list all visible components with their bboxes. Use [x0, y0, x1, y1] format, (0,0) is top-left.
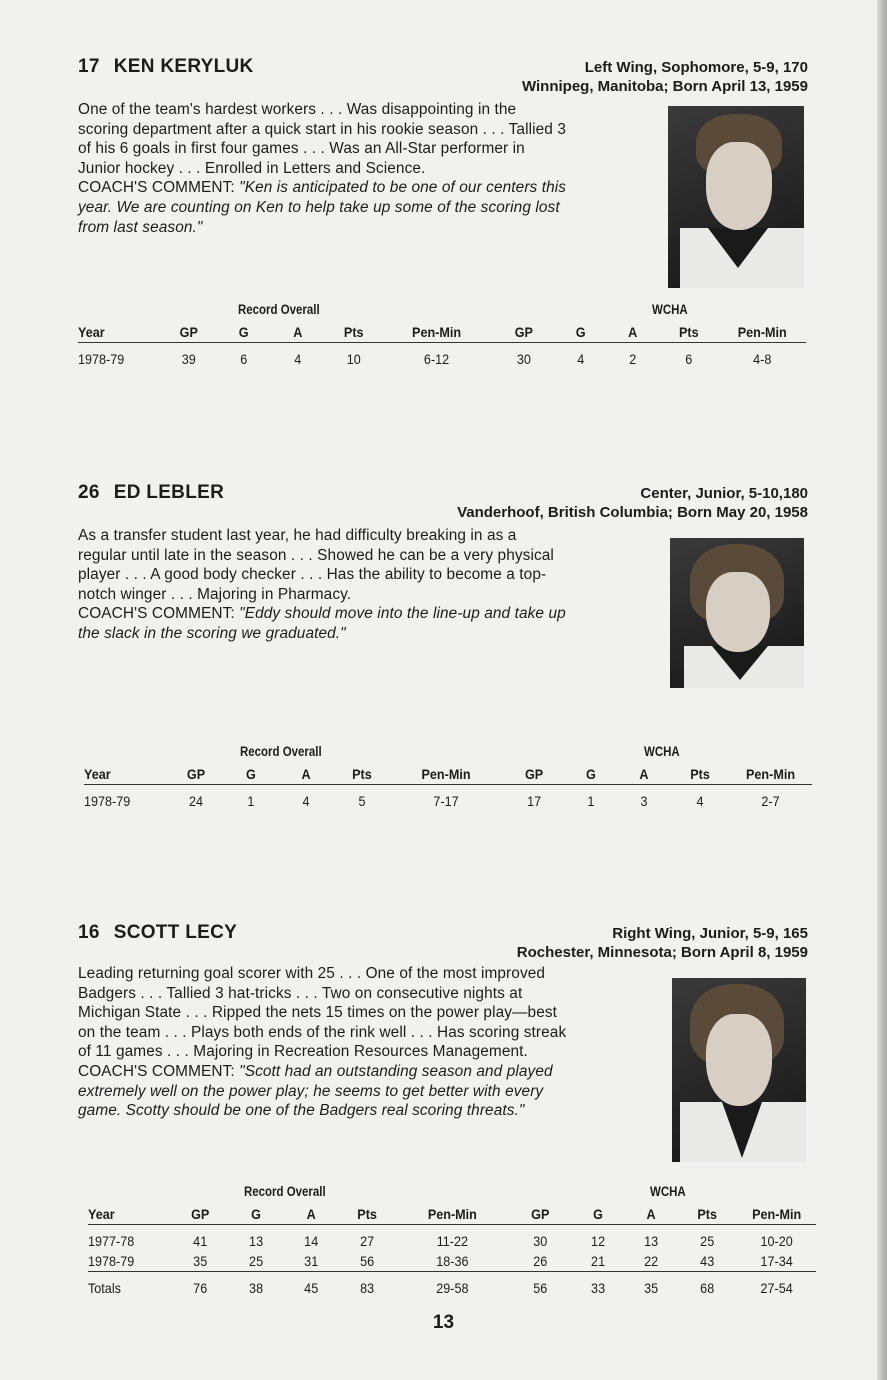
cell-pts: 56 [360, 1253, 375, 1269]
col-pts: Pts [343, 1204, 392, 1225]
player-header [78, 922, 808, 966]
coach-comment-label: COACH'S COMMENT: [78, 1062, 235, 1080]
stats-row [84, 785, 812, 812]
col-gp: GP [170, 764, 222, 785]
cell-wcha-gp: 56 [512, 1272, 568, 1299]
cell-wcha-pen-min: 10-20 [760, 1233, 793, 1249]
col-g: G [232, 1204, 279, 1225]
cell-wcha-pts: 68 [681, 1272, 734, 1299]
coach-comment-label: COACH'S COMMENT: [78, 605, 235, 623]
player-name: KEN KERYLUK [113, 56, 254, 77]
cell-gp: 35 [193, 1253, 208, 1269]
stats-header-row [78, 322, 806, 343]
jersey-number: 16 [78, 922, 100, 943]
cell-a: 4 [294, 351, 302, 367]
cell-wcha-pts: 6 [685, 351, 693, 367]
cell-gp: 39 [182, 351, 197, 367]
page-number: 13 [432, 1312, 455, 1333]
player-photo [668, 106, 804, 288]
col-wcha-gp: GP [512, 1204, 568, 1225]
col-a: A [285, 1204, 338, 1225]
record-overall-label: Record Overall [238, 302, 320, 317]
col-wcha-a: A [609, 322, 657, 343]
col-pen-min: Pen-Min [386, 322, 488, 343]
col-g: G [228, 764, 275, 785]
cell-a: 4 [302, 793, 310, 809]
cell-pts: 10 [346, 351, 361, 367]
coach-comment-label: COACH'S COMMENT: [78, 179, 235, 197]
col-wcha-pts: Pts [674, 764, 726, 785]
col-wcha-a: A [620, 764, 669, 785]
cell-wcha-g: 12 [590, 1233, 606, 1249]
cell-wcha-gp: 30 [517, 351, 532, 367]
cell-pts: 27 [360, 1233, 375, 1249]
wcha-label: WCHA [644, 744, 680, 759]
cell-year: 1977-78 [88, 1233, 135, 1249]
cell-pen-min: 18-36 [435, 1253, 469, 1269]
col-gp: GP [163, 322, 215, 343]
position-line: Right Wing, Junior, 5-9, 165 [612, 925, 808, 942]
col-wcha-pen-min: Pen-Min [722, 322, 802, 343]
cell-a: 45 [285, 1272, 338, 1299]
cell-pen-min: 7-17 [433, 793, 459, 809]
stats-grid [88, 1204, 816, 1298]
birth-line: Winnipeg, Manitoba; Born April 13, 1959 [521, 78, 808, 95]
col-a: A [272, 322, 324, 343]
position-line: Left Wing, Sophomore, 5-9, 170 [584, 59, 808, 76]
cell-gp: 76 [174, 1272, 227, 1299]
col-year: Year [88, 1204, 163, 1225]
stats-row [78, 343, 806, 370]
cell-wcha-pen-min: 27-54 [741, 1272, 812, 1299]
cell-wcha-gp: 17 [526, 793, 542, 809]
jersey-number: 26 [78, 482, 100, 503]
col-pen-min: Pen-Min [395, 764, 498, 785]
stats-header-row [84, 764, 812, 785]
cell-a: 14 [304, 1233, 319, 1249]
cell-pts: 5 [358, 793, 366, 809]
cell-g: 13 [248, 1233, 263, 1249]
cell-g: 25 [248, 1253, 263, 1269]
cell-pen-min: 29-58 [400, 1272, 503, 1299]
player-bio [78, 100, 568, 237]
col-a: A [280, 764, 332, 785]
stats-header-row [88, 1204, 816, 1225]
player-details [517, 924, 808, 962]
col-g: G [220, 322, 266, 343]
cell-wcha-pts: 25 [700, 1233, 715, 1249]
page-edge [877, 0, 887, 1380]
col-wcha-pts: Pts [681, 1204, 734, 1225]
coach-comment-quote: "Ken is anticipated to be one of our centers this year. We are counting on Ken to help take up some of the scoring lost from last season." [78, 179, 567, 236]
col-wcha-pen-min: Pen-Min [733, 764, 808, 785]
player-header [78, 56, 808, 100]
cell-wcha-a: 2 [629, 351, 637, 367]
col-wcha-gp: GP [506, 764, 562, 785]
player-name-heading [78, 482, 224, 504]
wcha-label: WCHA [650, 1184, 686, 1199]
birth-line: Vanderhoof, British Columbia; Born May 20, 1958 [457, 504, 808, 521]
bio-text: Leading returning goal scorer with 25 . . . One of the most improved Badgers . . . Tallied 3 hat-tricks . . . Two on consecutive nights at Michigan State . . . Ripped the nets 15 times on the power play—best on the team . . . Plays both ends of the rink well . . . Has scoring streak of 11 games . . . Majoring in Recreation Resources Management. [78, 965, 567, 1061]
cell-g: 1 [247, 793, 255, 809]
cell-gp: 41 [193, 1233, 208, 1249]
col-wcha-gp: GP [496, 322, 552, 343]
jersey-number: 17 [78, 56, 100, 77]
player-details [457, 484, 808, 522]
cell-totals-label: Totals [88, 1272, 163, 1299]
record-overall-label: Record Overall [244, 1184, 326, 1199]
position-line: Center, Junior, 5-10,180 [640, 485, 808, 502]
col-wcha-g: G [575, 1204, 622, 1225]
cell-year: 1978-79 [78, 351, 125, 367]
cell-wcha-g: 1 [587, 793, 595, 809]
cell-wcha-a: 35 [627, 1272, 676, 1299]
player-entry-lebler [78, 482, 808, 842]
coach-comment-quote: "Eddy should move into the line-up and take up the slack in the scoring we graduated." [78, 605, 566, 642]
col-year: Year [84, 764, 159, 785]
coach-comment-quote: "Scott had an outstanding season and played extremely well on the power play; he seems to get better with every game. Scotty should be one of the Badgers real scoring threats." [78, 1062, 553, 1120]
player-header [78, 482, 808, 526]
player-entry-lecy [78, 922, 808, 1312]
cell-pts: 83 [343, 1272, 392, 1299]
player-photo [670, 538, 804, 688]
col-wcha-pts: Pts [663, 322, 715, 343]
stats-row [88, 1225, 816, 1252]
cell-wcha-a: 22 [644, 1253, 659, 1269]
record-overall-label: Record Overall [240, 744, 322, 759]
cell-wcha-pen-min: 17-34 [760, 1253, 793, 1269]
player-name: ED LEBLER [113, 482, 225, 503]
cell-wcha-gp: 26 [533, 1253, 548, 1269]
col-pts: Pts [338, 764, 387, 785]
col-pen-min: Pen-Min [400, 1204, 503, 1225]
player-name-heading [78, 922, 237, 944]
player-bio [78, 526, 568, 644]
col-wcha-g: G [568, 764, 615, 785]
stats-totals-row [88, 1272, 816, 1299]
cell-wcha-g: 21 [590, 1253, 606, 1269]
cell-wcha-gp: 30 [533, 1233, 548, 1249]
cell-wcha-pts: 4 [696, 793, 704, 809]
player-details [522, 58, 808, 96]
bio-text: As a transfer student last year, he had difficulty breaking in as a regular until late in the season . . . Showed he can be a very physical player . . . A good body checker . . . Has the ability to become a top-notch winger . . . Majoring in Pharmacy. [78, 527, 554, 603]
cell-wcha-a: 13 [644, 1233, 659, 1249]
cell-wcha-pen-min: 4-8 [752, 351, 771, 367]
stats-grid [78, 322, 806, 369]
cell-wcha-pts: 43 [700, 1253, 715, 1269]
col-wcha-pen-min: Pen-Min [741, 1204, 812, 1225]
player-bio [78, 964, 568, 1121]
player-photo [672, 978, 806, 1162]
player-entry-keryluk [78, 56, 808, 376]
cell-wcha-g: 33 [575, 1272, 622, 1299]
col-pts: Pts [329, 322, 377, 343]
cell-g: 38 [232, 1272, 279, 1299]
wcha-label: WCHA [652, 302, 688, 317]
cell-year: 1978-79 [88, 1253, 135, 1269]
cell-wcha-pen-min: 2-7 [761, 793, 780, 809]
col-gp: GP [174, 1204, 227, 1225]
col-wcha-a: A [627, 1204, 676, 1225]
cell-pen-min: 6-12 [424, 351, 450, 367]
cell-a: 31 [304, 1253, 319, 1269]
cell-wcha-g: 4 [577, 351, 585, 367]
player-name-heading [78, 56, 254, 78]
col-year: Year [78, 322, 152, 343]
cell-g: 6 [240, 351, 248, 367]
birth-line: Rochester, Minnesota; Born April 8, 1959 [516, 944, 808, 961]
player-name: SCOTT LECY [113, 922, 238, 943]
cell-wcha-a: 3 [640, 793, 648, 809]
cell-gp: 24 [188, 793, 203, 809]
cell-year: 1978-79 [84, 793, 131, 809]
col-wcha-g: G [558, 322, 604, 343]
stats-row [88, 1251, 816, 1272]
cell-pen-min: 11-22 [436, 1233, 468, 1249]
bio-text: One of the team's hardest workers . . . Was disappointing in the scoring department after a quick start in his rookie season . . . Tallied 3 of his 6 goals in first four games . . . Was an All-Star performer in Junior hockey . . . Enrolled in Letters and Science. [78, 101, 566, 177]
stats-grid [84, 764, 812, 811]
